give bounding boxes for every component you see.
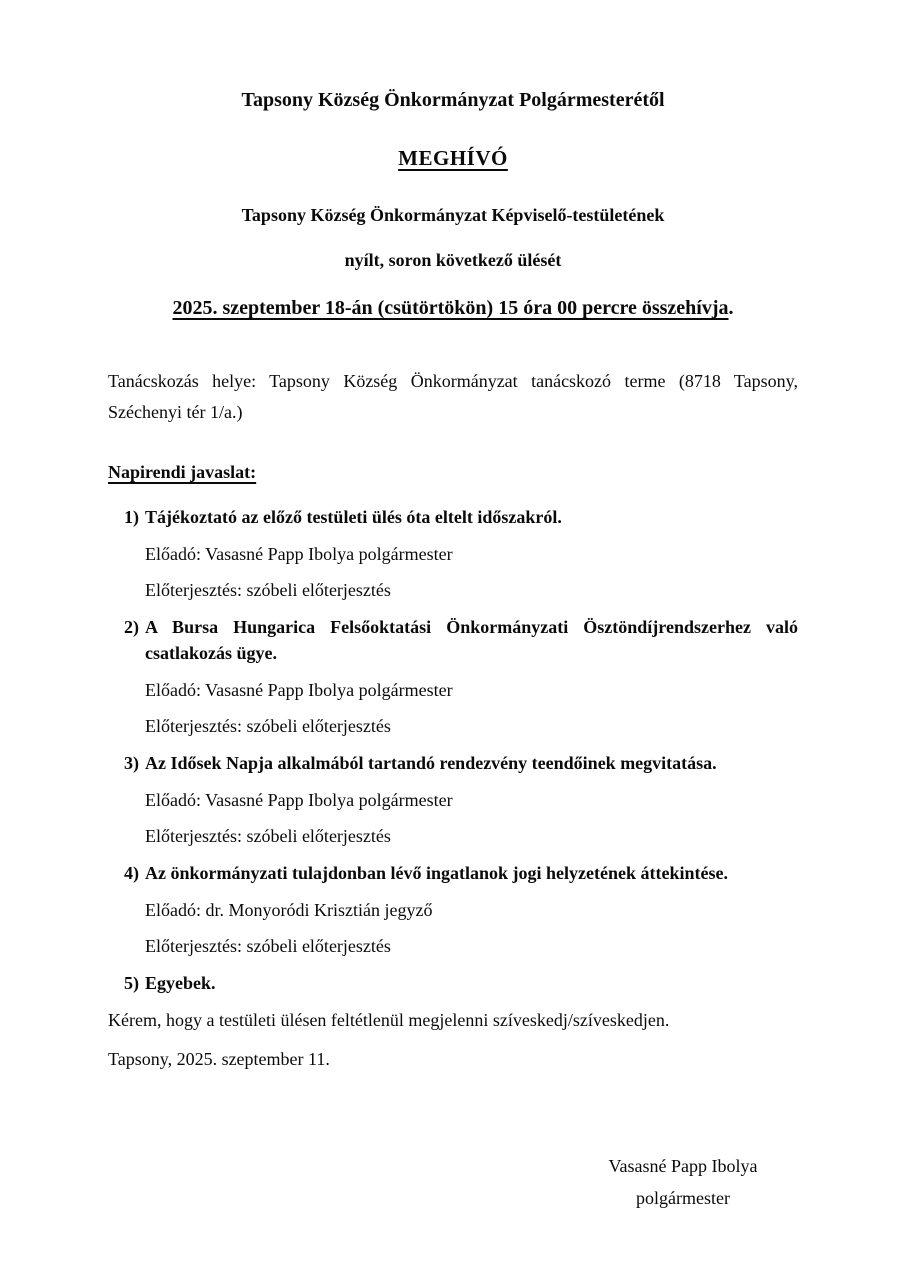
- agenda-item-1-submission: Előterjesztés: szóbeli előterjesztés: [145, 580, 391, 600]
- agenda-list: [108, 504, 798, 996]
- agenda-item-4: [108, 860, 798, 958]
- agenda-heading: Napirendi javaslat:: [108, 462, 257, 482]
- signature-block: [583, 1154, 783, 1210]
- signature-name: Vasasné Papp Ibolya: [608, 1156, 758, 1176]
- signature-role: polgármester: [636, 1188, 730, 1208]
- agenda-item-3: [108, 750, 798, 848]
- agenda-item-4-presenter: Előadó: dr. Monyoródi Krisztián jegyző: [145, 900, 433, 920]
- agenda-item-2: [108, 614, 798, 738]
- agenda-item-1: [108, 504, 798, 602]
- agenda-item-1-presenter: Előadó: Vasasné Papp Ibolya polgármester: [145, 544, 453, 564]
- agenda-item-2-submission: Előterjesztés: szóbeli előterjesztés: [145, 716, 391, 736]
- agenda-item-5: [108, 970, 798, 996]
- agenda-item-1-number: 1): [124, 507, 139, 527]
- agenda-item-3-submission: Előterjesztés: szóbeli előterjesztés: [145, 826, 391, 846]
- meeting-location: Tanácskozás helye: Tapsony Község Önkormányzat tanácskozó terme (8718 Tapsony, Széchenyi tér 1/a.): [108, 371, 798, 422]
- document-title: MEGHÍVÓ: [398, 146, 508, 170]
- agenda-item-2-title: A Bursa Hungarica Felsőoktatási Önkormányzati Ösztöndíjrendszerhez való csatlakozás ügye.: [145, 617, 798, 663]
- agenda-heading-row: [108, 428, 798, 484]
- meeting-body-line: Tapsony Község Önkormányzat Képviselő-testületének: [241, 205, 665, 225]
- meeting-datetime-line: [108, 295, 798, 322]
- agenda-item-4-title: Az önkormányzati tulajdonban lévő ingatlanok jogi helyzetének áttekintése.: [145, 863, 728, 883]
- agenda-item-1-title: Tájékoztató az előző testületi ülés óta eltelt időszakról.: [145, 507, 562, 527]
- document-sender: Tapsony Község Önkormányzat Polgármesterétől: [241, 89, 665, 111]
- agenda-item-2-presenter: Előadó: Vasasné Papp Ibolya polgármester: [145, 680, 453, 700]
- closing-request: Kérem, hogy a testületi ülésen feltétlenül megjelenni szíveskedj/szíveskedjen.: [108, 1010, 670, 1030]
- agenda-item-3-presenter: Előadó: Vasasné Papp Ibolya polgármester: [145, 790, 453, 810]
- agenda-item-3-number: 3): [124, 753, 139, 773]
- place-date-line: Tapsony, 2025. szeptember 11.: [108, 1049, 330, 1069]
- agenda-item-5-title: Egyebek.: [145, 973, 216, 993]
- agenda-item-2-number: 2): [124, 617, 139, 637]
- agenda-item-4-number: 4): [124, 863, 139, 883]
- agenda-item-4-submission: Előterjesztés: szóbeli előterjesztés: [145, 936, 391, 956]
- meeting-datetime-text: 2025. szeptember 18-án (csütörtökön) 15 óra 00 percre összehívja: [172, 297, 729, 319]
- agenda-item-5-number: 5): [124, 973, 139, 993]
- meeting-type-line: nyílt, soron következő ülését: [344, 250, 562, 270]
- agenda-item-3-title: Az Idősek Napja alkalmából tartandó rendezvény teendőinek megvitatása.: [145, 753, 717, 773]
- meeting-datetime-period: .: [728, 297, 734, 319]
